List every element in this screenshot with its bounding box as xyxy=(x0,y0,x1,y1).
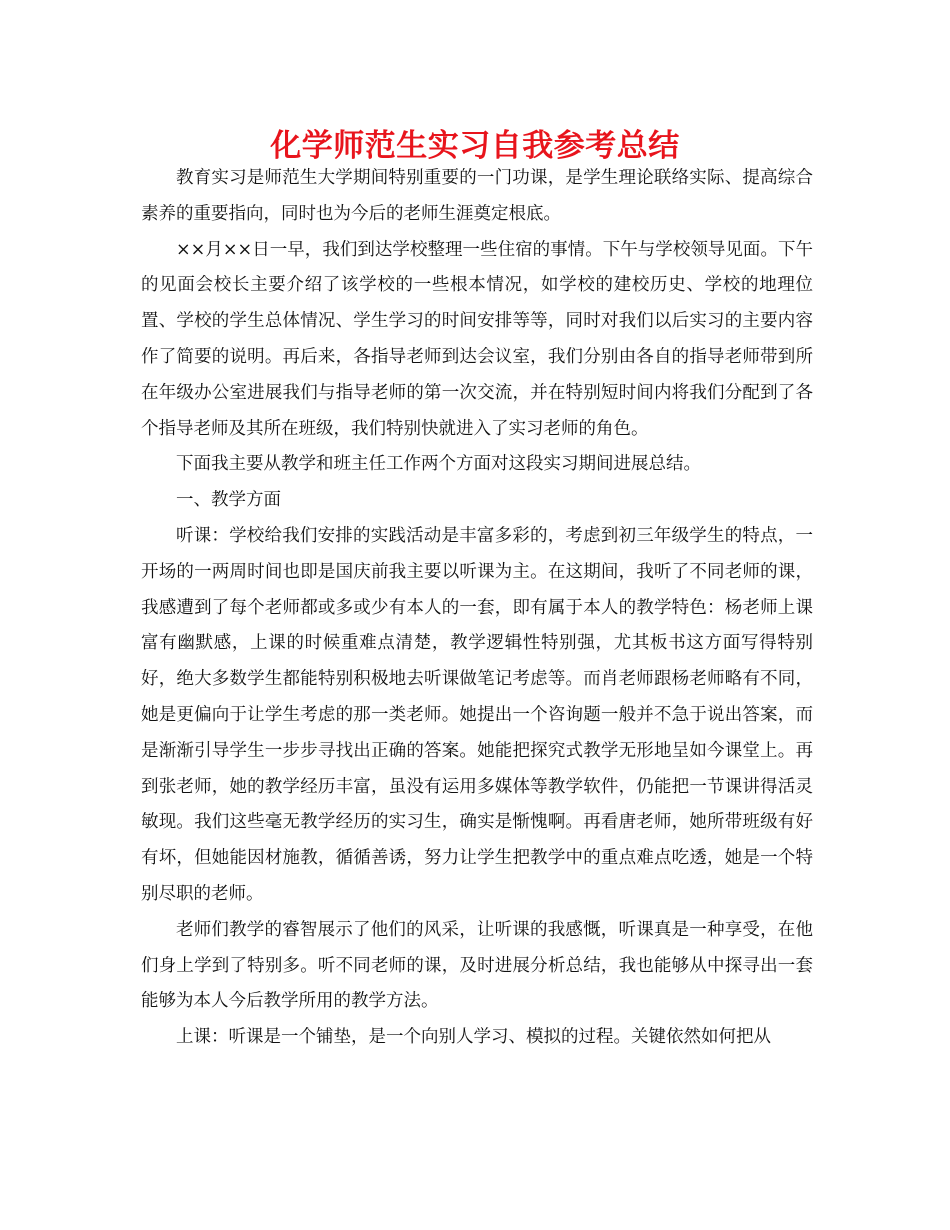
paragraph-arrival: ××月××日一早，我们到达学校整理一些住宿的事情。下午与学校领导见面。下午的见面会校长主要介绍了该学校的一些根本情况，如学校的建校历史、学校的地理位置、学校的学生总体情况、学生学习的时间安排等等，同时对我们以后实习的主要内容作了简要的说明。再后来，各指导老师到达会议室，我们分别由各自的指导老师带到所在年级办公室进展我们与指导老师的第一次交流，并在特别短时间内将我们分配到了各个指导老师及其所在班级，我们特别快就进入了实习老师的角色。 xyxy=(141,239,813,439)
paragraph-observation: 听课：学校给我们安排的实践活动是丰富多彩的，考虑到初三年级学生的特点，一开场的一两周时间也即是国庆前我主要以听课为主。在这期间，我听了不同老师的课，我感遭到了每个老师都或多或少有本人的一套，即有属于本人的教学特色：杨老师上课富有幽默感，上课的时候重难点清楚，教学逻辑性特别强，尤其板书这方面写得特别好，绝大多数学生都能特别积极地去听课做笔记考虑等。而肖老师跟杨老师略有不同，她是更偏向于让学生考虑的那一类老师。她提出一个咨询题一般并不急于说出答案，而是渐渐引导学生一步步寻找出正确的答案。她能把探究式教学无形地呈如今课堂上。再到张老师，她的教学经历丰富，虽没有运用多媒体等教学软件，仍能把一节课讲得活灵敏现。我们这些毫无教学经历的实习生，确实是惭愧啊。再看唐老师，她所带班级有好有坏，但她能因材施教，循循善诱，努力让学生把教学中的重点难点吃透，她是一个特别尽职的老师。 xyxy=(141,525,813,904)
document-title: 化学师范生实习自我参考总结 xyxy=(270,128,680,164)
paragraph-intro: 教育实习是师范生大学期间特别重要的一门功课，是学生理论联络实际、提高综合素养的重要指向，同时也为今后的老师生涯奠定根底。 xyxy=(141,168,813,224)
paragraph-reflection: 老师们教学的睿智展示了他们的风采，让听课的我感慨，听课真是一种享受，在他们身上学到了特别多。听不同老师的课，及时进展分析总结，我也能够从中探寻出一套能够为本人今后教学所用的教学方法。 xyxy=(141,919,813,1012)
paragraph-teaching-start: 上课：听课是一个铺垫，是一个向别人学习、模拟的过程。关键依然如何把从 xyxy=(176,1027,771,1048)
section-heading-teaching: 一、教学方面 xyxy=(176,490,281,511)
paragraph-overview: 下面我主要从教学和班主任工作两个方面对这段实习期间进展总结。 xyxy=(176,454,701,475)
document-body xyxy=(141,161,813,1056)
